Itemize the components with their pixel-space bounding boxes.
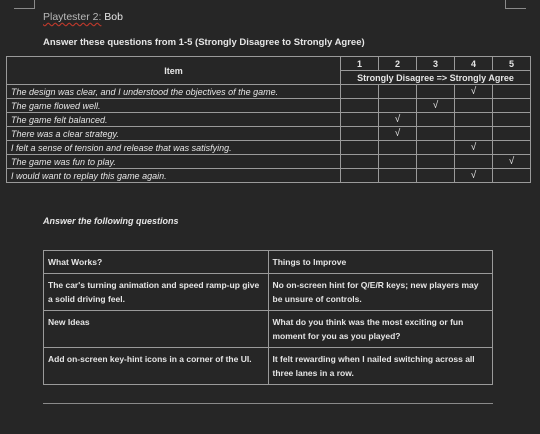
rating-cell-3 [417,155,455,169]
question-things-to-improve: Things to Improve [268,251,493,274]
rating-cell-5 [493,141,531,155]
answer-things-to-improve: No on-screen hint for Q/E/R keys; new players may be unsure of controls. [268,274,493,311]
question-most-exciting-moment: What do you think was the most exciting or fun moment for you as you played? [268,311,493,348]
page-corner-mark-right [505,0,526,9]
rating-row [7,127,531,141]
bottom-divider [43,403,493,404]
scale-description: Strongly Disagree => Strongly Agree [341,71,531,85]
rating-cell-2 [379,127,417,141]
rating-item-text: The game flowed well. [7,99,341,113]
checkmark-icon: √ [470,86,477,97]
rating-cell-4 [455,113,493,127]
answer-what-works: The car's turning animation and speed ramp-up give a solid driving feel. [44,274,269,311]
checkmark-icon: √ [470,142,477,153]
rating-table [6,56,531,183]
checkmark-icon: √ [508,156,515,167]
rating-cell-1 [341,85,379,99]
playtester-line [43,11,123,23]
rating-row [7,169,531,183]
rating-cell-2 [379,141,417,155]
scale-header-1: 1 [341,57,379,71]
rating-cell-2 [379,155,417,169]
rating-cell-3 [417,85,455,99]
rating-row [7,141,531,155]
rating-instructions: Answer these questions from 1-5 (Strongly Disagree to Strongly Agree) [43,37,365,48]
rating-cell-1 [341,127,379,141]
checkmark-icon: √ [394,114,401,125]
rating-row [7,113,531,127]
rating-cell-1 [341,141,379,155]
rating-row [7,155,531,169]
question-what-works: What Works? [44,251,269,274]
rating-cell-3 [417,113,455,127]
checkmark-icon: √ [470,170,477,181]
page-corner-mark-left [14,0,35,9]
rating-cell-4 [455,127,493,141]
rating-cell-4 [455,169,493,183]
rating-cell-4 [455,141,493,155]
playtester-label: Playtester 2: [43,11,102,23]
rating-row [7,99,531,113]
rating-item-text: The design was clear, and I understood the objectives of the game. [7,85,341,99]
rating-cell-4 [455,155,493,169]
rating-cell-3 [417,127,455,141]
rating-cell-3 [417,99,455,113]
rating-item-text: The game was fun to play. [7,155,341,169]
rating-cell-2 [379,113,417,127]
rating-cell-1 [341,113,379,127]
scale-header-2: 2 [379,57,417,71]
rating-cell-5 [493,169,531,183]
rating-cell-5 [493,85,531,99]
rating-cell-5 [493,155,531,169]
scale-header-3: 3 [417,57,455,71]
rating-item-text: There was a clear strategy. [7,127,341,141]
rating-cell-4 [455,99,493,113]
question-new-ideas: New Ideas [44,311,269,348]
rating-item-text: I felt a sense of tension and release that was satisfying. [7,141,341,155]
questions-table [43,250,493,385]
scale-header-4: 4 [455,57,493,71]
rating-cell-2 [379,169,417,183]
playtester-name: Bob [104,11,123,23]
rating-cell-1 [341,99,379,113]
rating-cell-5 [493,113,531,127]
rating-cell-3 [417,141,455,155]
rating-cell-2 [379,85,417,99]
rating-rows [7,85,531,183]
rating-item-text: The game felt balanced. [7,113,341,127]
checkmark-icon: √ [432,100,439,111]
rating-cell-5 [493,99,531,113]
item-column-header: Item [7,57,341,85]
answer-most-exciting-moment: It felt rewarding when I nailed switching across all three lanes in a row. [268,348,493,385]
checkmark-icon: √ [394,128,401,139]
answer-new-ideas: Add on-screen key-hint icons in a corner of the UI. [44,348,269,385]
rating-cell-1 [341,169,379,183]
scale-header-5: 5 [493,57,531,71]
rating-cell-3 [417,169,455,183]
rating-item-text: I would want to replay this game again. [7,169,341,183]
rating-cell-4 [455,85,493,99]
rating-row [7,85,531,99]
questions-section-title: Answer the following questions [43,216,179,226]
rating-cell-5 [493,127,531,141]
rating-cell-2 [379,99,417,113]
rating-cell-1 [341,155,379,169]
